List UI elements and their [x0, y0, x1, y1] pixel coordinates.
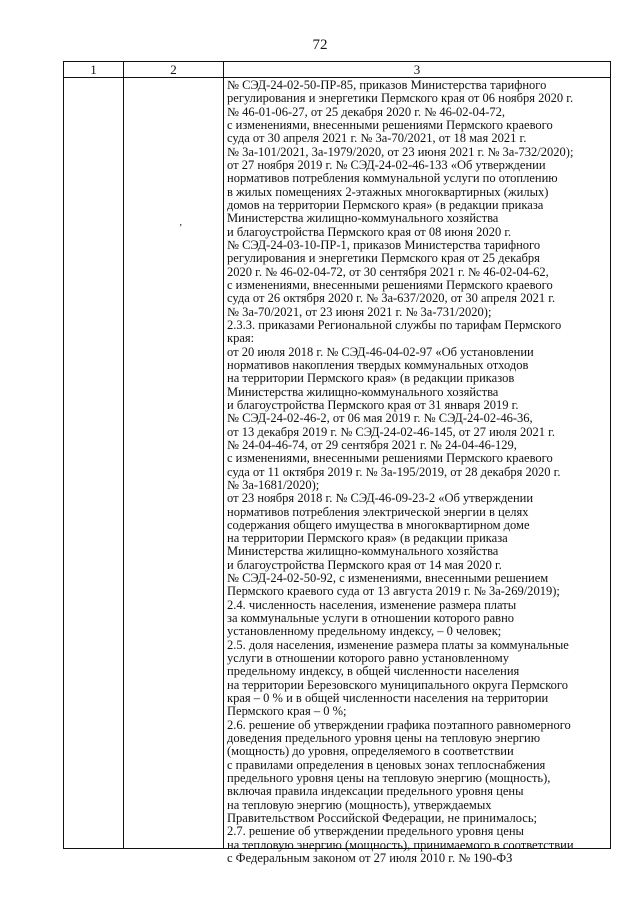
column-header-2: 2	[170, 62, 177, 77]
text-line: с изменениями, внесенными решениями Пермского краевого	[227, 451, 553, 466]
text-line: № 24-04-46-74, от 29 сентября 2021 г. № 24-04-46-129,	[227, 437, 517, 452]
text-line: содержания общего имущества в многоквартирном доме	[227, 517, 530, 532]
text-line: суда от 26 октября 2020 г. № 3а-637/2020, от 30 апреля 2021 г.	[227, 291, 556, 306]
column-header-3: 3	[413, 62, 421, 77]
text-line: 2.7. решение об утверждении предельного уровня цены	[227, 824, 524, 839]
text-line: Пермского края – 0 %;	[227, 704, 347, 719]
text-line: с изменениями, внесенными решениями Пермского краевого	[227, 117, 553, 132]
column-header-1: 1	[90, 62, 97, 77]
text-line: № 3а-1681/2020);	[227, 477, 320, 492]
text-line: (мощность) до уровня, определяемого в соответствии	[227, 744, 514, 759]
text-line: нормативов потребления электрической энергии в целях	[227, 504, 529, 519]
text-line: включая правила индексации предельного уровня цены	[227, 784, 524, 799]
text-line: от 20 июля 2018 г. № СЭД-46-04-02-97 «Об установлении	[227, 344, 534, 359]
text-line: № СЭД-24-02-50-92, с изменениями, внесенными решением	[227, 571, 549, 586]
stray-mark: ‚	[179, 217, 183, 228]
text-line: на тепловую энергию (мощность), принимаемого в соответствии	[227, 837, 574, 852]
text-line: № 3а-70/2021, от 23 июня 2021 г. № 3а-731/2020);	[227, 304, 492, 319]
text-line: № СЭД-24-02-50-ПР-85, приказов Министерства тарифного	[227, 78, 547, 92]
text-line: услуги в отношении которого равно установленному	[227, 651, 509, 666]
text-line: на территории Пермского края» (в редакции приказов	[227, 371, 515, 386]
text-line: 2.5. доля населения, изменение размера платы за коммунальные	[227, 637, 569, 652]
text-line: нормативов потребления коммунальной услуги по отоплению	[227, 171, 558, 186]
text-line: с изменениями, внесенными решениями Пермского краевого	[227, 277, 553, 292]
text-line: на территории Пермского края» (в редакции приказа	[227, 531, 508, 546]
text-line: суда от 30 апреля 2021 г. № 3а-70/2021, от 18 мая 2021 г.	[227, 131, 527, 146]
text-line: Министерства жилищно-коммунального хозяйства	[227, 544, 499, 559]
text-line: Пермского краевого суда от 13 августа 2019 г. № 3а-269/2019);	[227, 584, 560, 599]
column-divider-1	[123, 62, 124, 848]
text-line: 2020 г. № 46-02-04-72, от 30 сентября 2021 г. № 46-02-04-62,	[227, 264, 549, 279]
text-line: края:	[227, 331, 255, 346]
text-line: 2.6. решение об утверждении графика поэтапного равномерного	[227, 717, 571, 732]
text-line: в жилых помещениях 2-этажных многоквартирных (жилых)	[227, 184, 549, 199]
text-line: края – 0 % и в общей численности населения на территории	[227, 691, 549, 706]
text-line: суда от 11 октября 2019 г. № 3а-195/2019, от 28 декабря 2020 г.	[227, 464, 561, 479]
column-divider-2	[223, 62, 224, 848]
text-line: № 46-01-06-27, от 25 декабря 2020 г. № 46-02-04-72,	[227, 104, 506, 119]
text-line: регулирования и энергетики Пермского края от 06 ноября 2020 г.	[227, 91, 574, 106]
text-line: нормативов накопления твердых коммунальных отходов	[227, 357, 529, 372]
text-line: регулирования и энергетики Пермского края от 25 декабря	[227, 251, 540, 266]
text-line: и благоустройства Пермского края от 31 января 2019 г.	[227, 397, 519, 412]
text-line: № 3а-101/2021, 3а-1979/2020, от 23 июня 2021 г. № 3а-732/2020);	[227, 144, 574, 159]
text-line: с правилами определения в ценовых зонах теплоснабжения	[227, 757, 546, 772]
text-line: за коммунальные услуги в отношении которого равно	[227, 611, 515, 626]
page-number: 72	[312, 37, 328, 53]
column-3-text	[227, 79, 609, 865]
text-line: Министерства жилищно-коммунального хозяйства	[227, 211, 499, 226]
text-line: от 23 ноября 2018 г. № СЭД-46-09-23-2 «Об утверждении	[227, 491, 534, 506]
text-line: Правительством Российской Федерации, не принималось;	[227, 811, 538, 826]
text-line: на территории Березовского муниципального округа Пермского	[227, 677, 568, 692]
text-line: № СЭД-24-02-46-2, от 06 мая 2019 г. № СЭД-24-02-46-36,	[227, 411, 533, 426]
text-line: установленному предельному индексу, – 0 человек;	[227, 624, 502, 639]
text-line: № СЭД-24-03-10-ПР-1, приказов Министерства тарифного	[227, 237, 541, 252]
text-line: и благоустройства Пермского края от 08 июня 2020 г.	[227, 224, 512, 239]
text-line: Министерства жилищно-коммунального хозяйства	[227, 384, 499, 399]
text-line: доведения предельного уровня цены на тепловую энергию	[227, 731, 541, 746]
text-line: предельного уровня цены на тепловую энергию (мощность),	[227, 771, 551, 786]
text-line: с Федеральным законом от 27 июля 2010 г. № 190-ФЗ	[227, 851, 513, 866]
text-line: от 27 ноября 2019 г. № СЭД-24-02-46-133 «Об утверждении	[227, 157, 546, 172]
text-line: и благоустройства Пермского края от 14 мая 2020 г.	[227, 557, 502, 572]
document-table	[63, 61, 611, 866]
text-line: домов на территории Пермского края» (в редакции приказа	[227, 197, 544, 212]
text-line: 2.3.3. приказами Региональной службы по тарифам Пермского	[227, 317, 562, 332]
text-line: на тепловую энергию (мощность), утверждаемых	[227, 797, 492, 812]
text-line: 2.4. численность населения, изменение размера платы	[227, 597, 517, 612]
text-line: предельному индексу, в общей численности населения	[227, 664, 520, 679]
text-line: от 13 декабря 2019 г. № СЭД-24-02-46-145, от 27 июля 2021 г.	[227, 424, 555, 439]
